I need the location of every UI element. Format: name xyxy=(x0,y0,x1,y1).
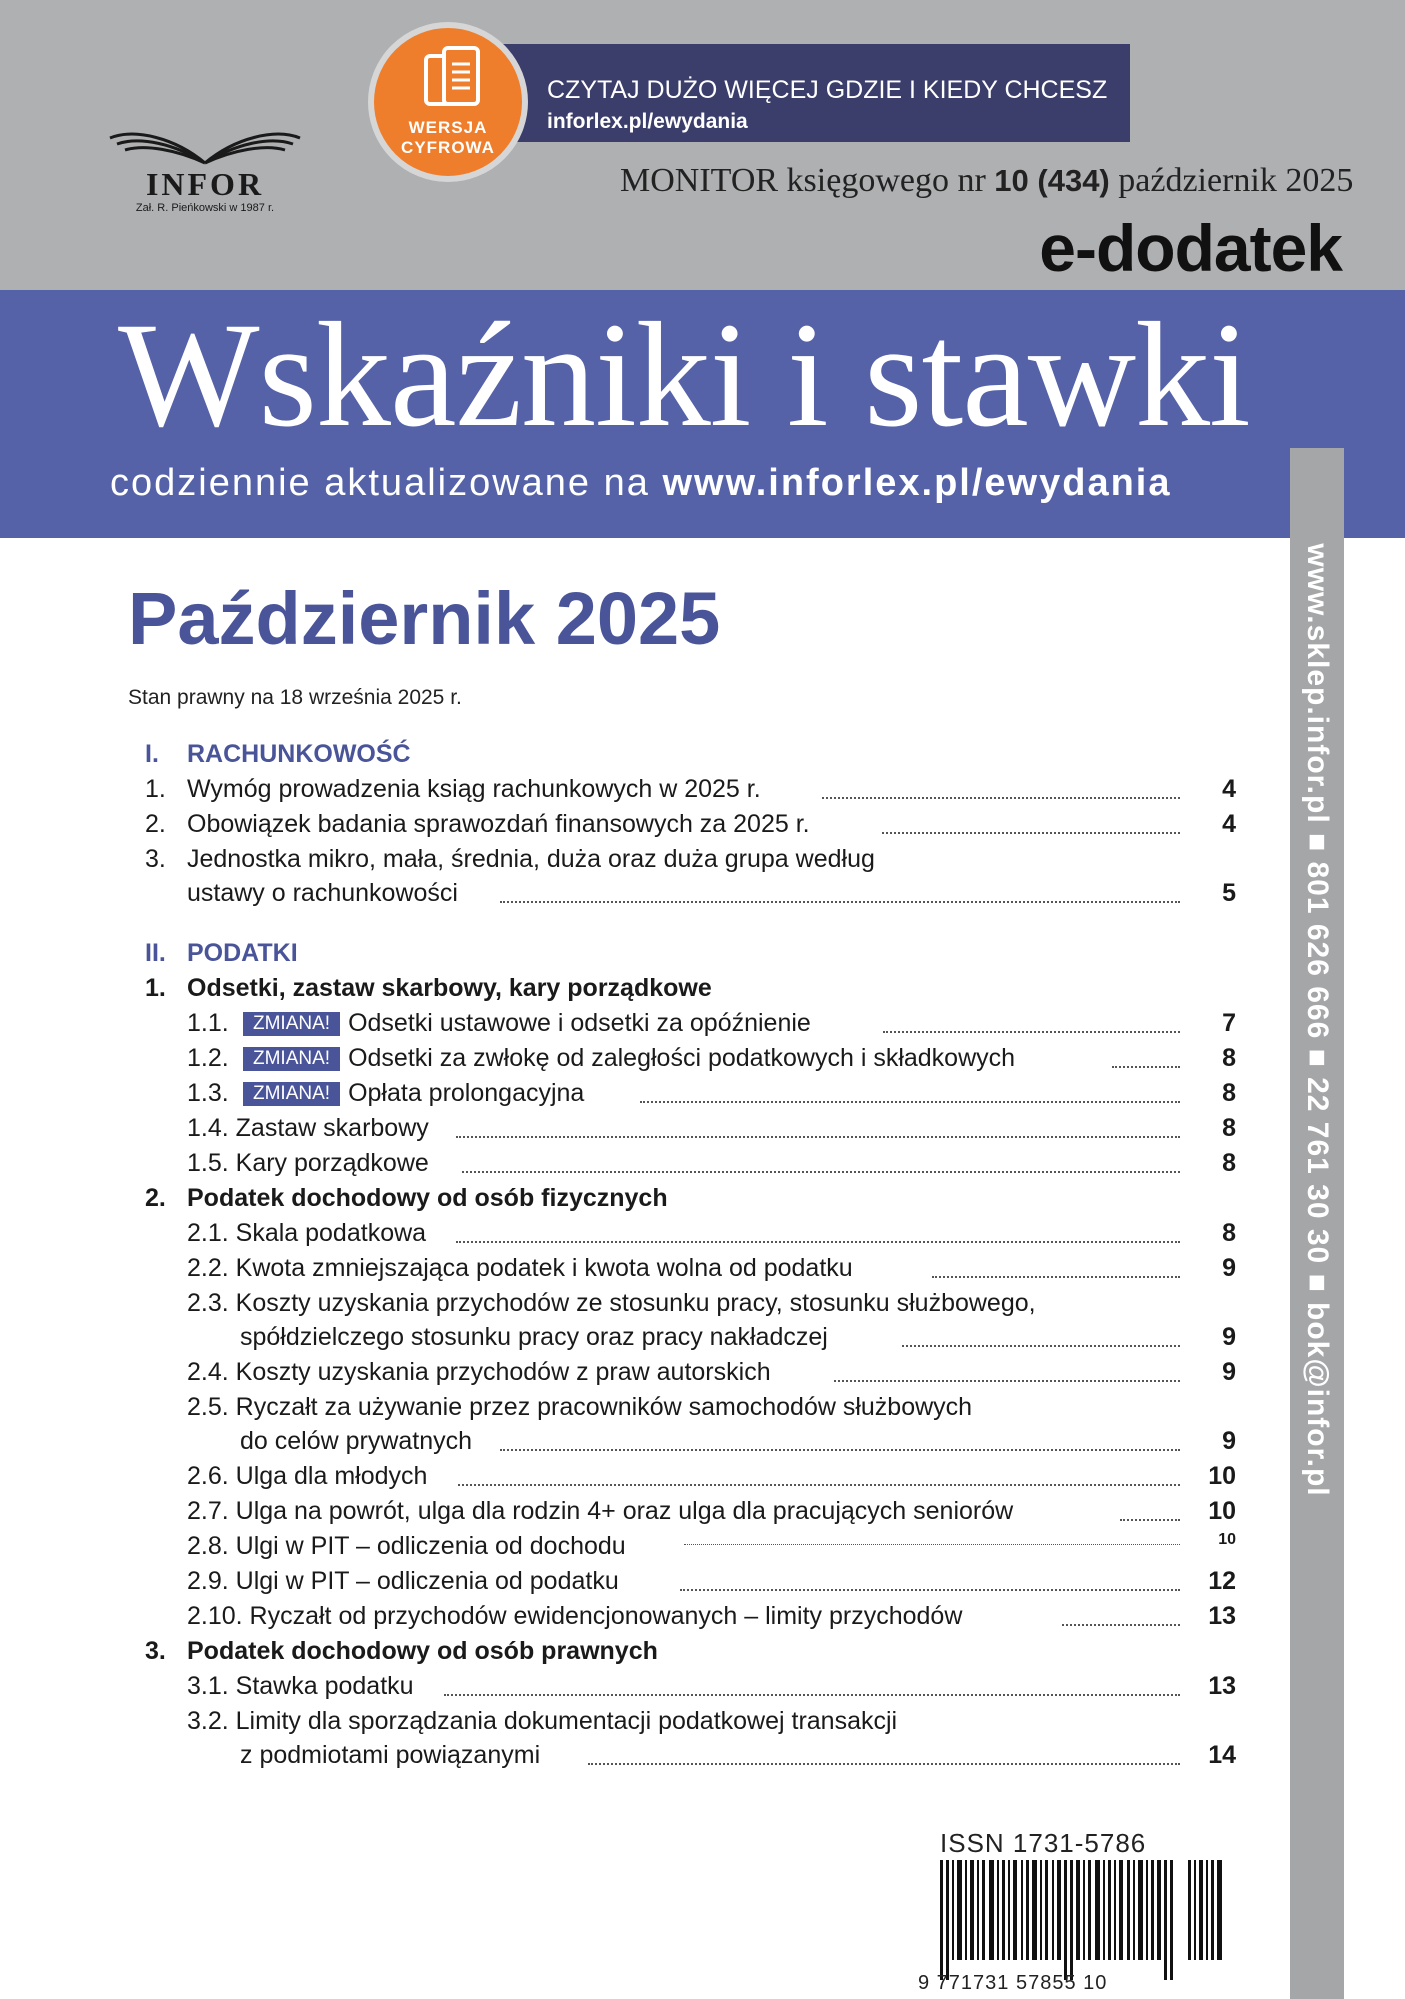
side-contact-text: www.sklep.infor.pl ■ 801 626 666 ■ 22 761 30 30 ■ bok@infor.pl xyxy=(1301,543,1334,1497)
subtitle xyxy=(110,462,1171,505)
toc-page: 14 xyxy=(1208,1741,1236,1769)
tablet-icon xyxy=(422,46,482,116)
toc-page: 8 xyxy=(1222,1149,1236,1177)
issue-number: 10 (434) xyxy=(994,163,1110,198)
change-badge: ZMIANA! xyxy=(243,1047,340,1071)
toc-page: 12 xyxy=(1208,1567,1236,1595)
group-number: 2. xyxy=(145,1184,166,1212)
toc-label: 3.1. Stawka podatku xyxy=(187,1672,414,1700)
toc-page: 13 xyxy=(1208,1672,1236,1700)
toc-page: 13 xyxy=(1208,1602,1236,1630)
toc-page: 5 xyxy=(1222,879,1236,907)
toc-label: 2.9. Ulgi w PIT – odliczenia od podatku xyxy=(187,1567,619,1595)
logo-subtext: Zał. R. Pieńkowski w 1987 r. xyxy=(135,202,275,214)
toc-label: z podmiotami powiązanymi xyxy=(240,1741,541,1769)
toc-page: 9 xyxy=(1222,1358,1236,1386)
toc-page: 10 xyxy=(1208,1497,1236,1525)
toc-label xyxy=(243,1077,584,1109)
leader-dots xyxy=(822,795,1180,799)
leader-dots xyxy=(500,1447,1180,1451)
toc-label: ustawy o rachunkowości xyxy=(187,879,458,907)
leader-dots xyxy=(1120,1517,1180,1521)
section-title: PODATKI xyxy=(187,939,298,967)
group-number: 1. xyxy=(145,974,166,1002)
digital-version-badge xyxy=(368,22,528,182)
leader-dots xyxy=(588,1761,1180,1765)
toc-label xyxy=(243,1007,811,1039)
leader-dots xyxy=(456,1134,1180,1138)
toc-label: do celów prywatnych xyxy=(240,1427,473,1455)
infor-logo xyxy=(105,118,305,218)
barcode-icon xyxy=(940,1860,1225,1980)
issn: ISSN 1731-5786 xyxy=(940,1828,1147,1858)
group-number: 3. xyxy=(145,1637,166,1665)
month-heading: Październik 2025 xyxy=(128,577,721,660)
section-number: II. xyxy=(145,939,166,967)
issue-prefix: MONITOR księgowego nr xyxy=(620,162,995,199)
toc-label-text: Opłata prolongacyjna xyxy=(348,1079,585,1107)
group-title: Podatek dochodowy od osób prawnych xyxy=(187,1637,658,1665)
toc-page: 9 xyxy=(1222,1254,1236,1282)
toc-label xyxy=(243,1042,1015,1074)
legal-status: Stan prawny na 18 września 2025 r. xyxy=(128,686,462,709)
toc-label: spółdzielczego stosunku pracy oraz pracy nakładczej xyxy=(240,1323,828,1351)
toc-label-text: Odsetki za zwłokę od zaległości podatkowych i składkowych xyxy=(348,1044,1016,1072)
toc-label: Wymóg prowadzenia ksiąg rachunkowych w 2025 r. xyxy=(187,775,761,803)
leader-dots xyxy=(444,1692,1180,1696)
promo-banner[interactable] xyxy=(455,44,1130,142)
toc-page: 4 xyxy=(1222,810,1236,838)
leader-dots xyxy=(1062,1622,1180,1626)
promo-link[interactable]: inforlex.pl/ewydania xyxy=(547,110,748,133)
toc-label: 2.4. Koszty uzyskania przychodów z praw autorskich xyxy=(187,1358,771,1386)
toc-page: 10 xyxy=(1218,1531,1236,1548)
toc-number: 1.1. xyxy=(187,1009,229,1037)
toc-label: 2.2. Kwota zmniejszająca podatek i kwota wolna od podatku xyxy=(187,1254,853,1282)
leader-dots xyxy=(680,1587,1180,1591)
toc-label-text: Odsetki ustawowe i odsetki za opóźnienie xyxy=(348,1009,811,1037)
promo-text: CZYTAJ DUŻO WIĘCEJ GDZIE I KIEDY CHCESZ xyxy=(547,76,1108,104)
section-number: I. xyxy=(145,740,159,768)
toc-label: 2.5. Ryczałt za używanie przez pracowników samochodów służbowych xyxy=(187,1393,973,1421)
toc-number: 1.3. xyxy=(187,1079,229,1107)
badge-line2: CYFROWA xyxy=(401,138,495,157)
leader-dots xyxy=(834,1378,1180,1382)
subtitle-url[interactable]: www.inforlex.pl/ewydania xyxy=(662,462,1172,504)
toc-number: 1.2. xyxy=(187,1044,229,1072)
change-badge: ZMIANA! xyxy=(243,1012,340,1036)
toc-label: 2.8. Ulgi w PIT – odliczenia od dochodu xyxy=(187,1532,626,1560)
toc-label: 2.10. Ryczałt od przychodów ewidencjonowanych – limity przychodów xyxy=(187,1602,963,1630)
toc-page: 8 xyxy=(1222,1079,1236,1107)
leader-dots xyxy=(1112,1064,1180,1068)
leader-dots xyxy=(684,1542,1180,1545)
toc-page: 10 xyxy=(1208,1462,1236,1490)
issue-info xyxy=(620,162,1354,200)
toc-label: Obowiązek badania sprawozdań finansowych za 2025 r. xyxy=(187,810,810,838)
toc-number: 3. xyxy=(145,845,166,873)
leader-dots xyxy=(500,899,1180,903)
group-title: Podatek dochodowy od osób fizycznych xyxy=(187,1184,668,1212)
toc-label: 3.2. Limity dla sporządzania dokumentacji podatkowej transakcji xyxy=(187,1707,898,1735)
toc-page: 4 xyxy=(1222,775,1236,803)
logo-text: INFOR xyxy=(145,166,265,202)
toc-number: 1. xyxy=(145,775,166,803)
leader-dots xyxy=(458,1482,1180,1486)
toc-page: 8 xyxy=(1222,1219,1236,1247)
section-title: RACHUNKOWOŚĆ xyxy=(187,740,411,768)
toc-page: 8 xyxy=(1222,1114,1236,1142)
leader-dots xyxy=(883,1029,1180,1033)
badge-label xyxy=(374,118,522,158)
book-icon xyxy=(105,118,305,168)
toc-label: 1.5. Kary porządkowe xyxy=(187,1149,429,1177)
leader-dots xyxy=(882,830,1180,834)
toc-page: 9 xyxy=(1222,1427,1236,1455)
edodatek-label: e-dodatek xyxy=(1039,211,1342,285)
page-title: Wskaźniki i stawki xyxy=(118,292,1250,458)
leader-dots xyxy=(932,1274,1180,1278)
toc-label: 2.1. Skala podatkowa xyxy=(187,1219,427,1247)
leader-dots xyxy=(902,1343,1180,1347)
badge-line1: WERSJA xyxy=(408,118,488,137)
toc-page: 9 xyxy=(1222,1323,1236,1351)
subtitle-text: codziennie aktualizowane na xyxy=(110,462,663,504)
toc-label: 2.6. Ulga dla młodych xyxy=(187,1462,428,1490)
toc-number: 2. xyxy=(145,810,166,838)
toc-page: 8 xyxy=(1222,1044,1236,1072)
toc-page: 7 xyxy=(1222,1009,1236,1037)
toc-label: 2.7. Ulga na powrót, ulga dla rodzin 4+ oraz ulga dla pracujących seniorów xyxy=(187,1497,1014,1525)
issue-date: październik 2025 xyxy=(1109,162,1354,199)
toc-label: 2.3. Koszty uzyskania przychodów ze stosunku pracy, stosunku służbowego, xyxy=(187,1289,1036,1317)
barcode-digits: 9 771731 57855 10 xyxy=(918,1972,1108,1994)
change-badge: ZMIANA! xyxy=(243,1082,340,1106)
leader-dots xyxy=(456,1239,1180,1243)
toc-label: 1.4. Zastaw skarbowy xyxy=(187,1114,429,1142)
group-title: Odsetki, zastaw skarbowy, kary porządkowe xyxy=(187,974,712,1002)
leader-dots xyxy=(462,1169,1180,1173)
leader-dots xyxy=(640,1099,1180,1103)
toc-label: Jednostka mikro, mała, średnia, duża oraz duża grupa według xyxy=(187,845,875,873)
